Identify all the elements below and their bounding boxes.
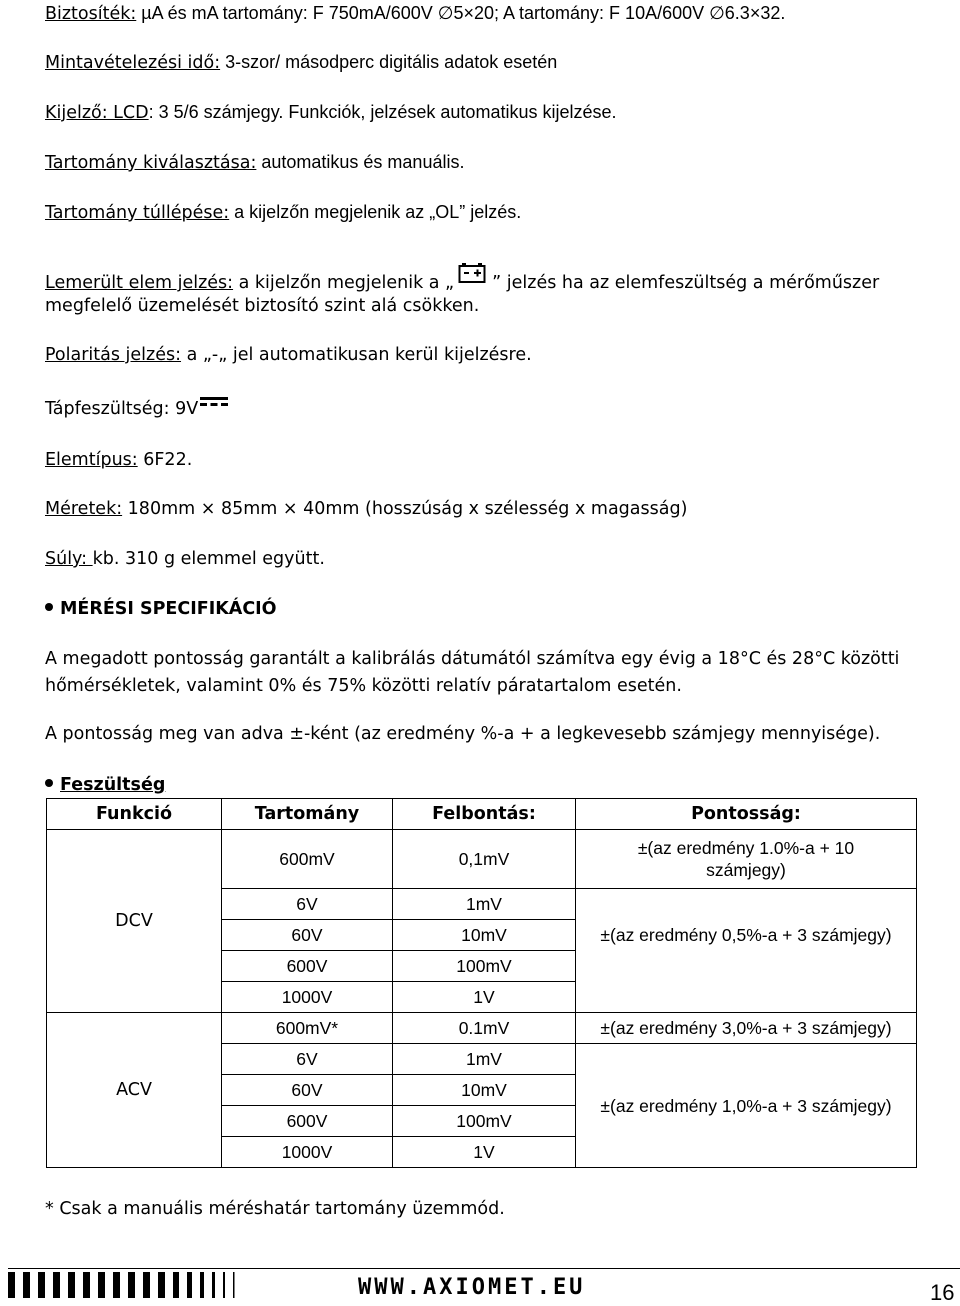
voltage-heading <box>45 774 165 796</box>
spec-value: kb. 310 g elemmel együtt. <box>92 549 325 569</box>
spec-value: a kijelzőn megjelenik a „ <box>233 273 455 293</box>
spec-value: automatikus és manuális. <box>256 152 465 172</box>
accuracy-cell <box>576 830 917 889</box>
resolution-cell: 10mV <box>393 1075 576 1106</box>
intro-text-line1: A megadott pontosság garantált a kalibrálás dátumától számítva egy évig a 18°C és 28°C közötti <box>45 649 900 669</box>
low-battery-icon <box>458 262 488 292</box>
range-cell: 1000V <box>222 1137 393 1168</box>
spec-label: Biztosíték: <box>45 4 137 24</box>
footnote: * Csak a manuális méréshatár tartomány üzemmód. <box>45 1199 505 1219</box>
barcode-stripes-icon <box>8 1270 308 1300</box>
resolution-cell: 1V <box>393 1137 576 1168</box>
spec-battery-type <box>45 449 192 471</box>
dc-symbol-icon <box>200 394 228 416</box>
spec-value: a kijelzőn megjelenik az „OL” jelzés. <box>229 202 522 222</box>
spec-weight <box>45 548 325 570</box>
resolution-cell: 100mV <box>393 951 576 982</box>
spec-polarity <box>45 344 532 366</box>
accuracy-cell: ±(az eredmény 3,0%-a + 3 számjegy) <box>576 1013 917 1044</box>
spec-label: Tartomány kiválasztása: <box>45 153 257 173</box>
spec-label: Mintavételezési idő: <box>45 53 221 73</box>
bullet-icon <box>45 779 53 787</box>
page-number: 16 <box>930 1280 955 1305</box>
spec-value: : 3 5/6 számjegy. Funkciók, jelzések automatikus kijelzése. <box>148 102 617 122</box>
spec-value: a „-„ jel automatikusan kerül kijelzésre. <box>181 345 532 365</box>
resolution-cell: 0.1mV <box>393 1013 576 1044</box>
table-header: Tartomány <box>222 799 393 830</box>
spec-power <box>45 398 228 420</box>
function-cell-acv: ACV <box>47 1013 222 1168</box>
range-cell: 600mV* <box>222 1013 393 1044</box>
bullet-icon <box>45 603 53 611</box>
spec-sampling <box>45 51 557 74</box>
voltage-title: Feszültség <box>60 775 166 795</box>
spec-low-battery <box>45 268 879 298</box>
range-cell: 6V <box>222 889 393 920</box>
accuracy-note: A pontosság meg van adva ±-ként (az eredmény %-a + a legkevesebb számjegy mennyisége). <box>45 724 881 744</box>
table-header-row <box>47 799 917 830</box>
accuracy-cell: ±(az eredmény 1,0%-a + 3 számjegy) <box>576 1044 917 1168</box>
range-cell: 6V <box>222 1044 393 1075</box>
spec-display <box>45 101 617 124</box>
resolution-cell: 1mV <box>393 1044 576 1075</box>
spec-fuse <box>45 2 785 25</box>
spec-low-battery-line2: megfelelő üzemelését biztosító szint alá csökken. <box>45 296 480 316</box>
accuracy-line: számjegy) <box>706 860 786 880</box>
spec-overrange <box>45 201 521 224</box>
spec-dimensions <box>45 498 687 520</box>
spec-value: ” jelzés ha az elemfeszültség a mérőműszer <box>492 273 880 293</box>
range-cell: 600V <box>222 1106 393 1137</box>
spec-value: 180mm × 85mm × 40mm (hosszúság x szélesség x magasság) <box>122 499 688 519</box>
spec-value: µA és mA tartomány: F 750mA/600V ∅5×20; A tartomány: F 10A/600V ∅6.3×32. <box>136 3 786 23</box>
range-cell: 600V <box>222 951 393 982</box>
spec-label: Súly: <box>45 549 93 569</box>
range-cell: 60V <box>222 1075 393 1106</box>
footer-url: WWW.AXIOMET.EU <box>358 1275 586 1300</box>
range-cell: 600mV <box>222 830 393 889</box>
table-header: Funkció <box>47 799 222 830</box>
section-heading <box>45 598 277 620</box>
spec-label: Méretek: <box>45 499 123 519</box>
resolution-cell: 1V <box>393 982 576 1013</box>
spec-value: 3-szor/ másodperc digitális adatok esetén <box>220 52 558 72</box>
resolution-cell: 0,1mV <box>393 830 576 889</box>
spec-label: Kijelző: LCD <box>45 103 149 123</box>
voltage-spec-table <box>46 798 917 1168</box>
spec-value: 6F22. <box>137 450 193 470</box>
footer-divider <box>8 1268 960 1269</box>
resolution-cell: 10mV <box>393 920 576 951</box>
spec-label: Tartomány túllépése: <box>45 203 230 223</box>
resolution-cell: 1mV <box>393 889 576 920</box>
table-header: Felbontás: <box>393 799 576 830</box>
table-row <box>47 830 917 889</box>
spec-label: Polaritás jelzés: <box>45 345 182 365</box>
spec-range-select <box>45 151 464 174</box>
table-row <box>47 1013 917 1044</box>
resolution-cell: 100mV <box>393 1106 576 1137</box>
spec-label: Lemerült elem jelzés: <box>45 273 234 293</box>
spec-label: Tápfeszültség: 9V <box>45 399 199 419</box>
intro-text-line2: hőmérsékletek, valamint 0% és 75% közötti relatív páratartalom esetén. <box>45 676 682 696</box>
range-cell: 60V <box>222 920 393 951</box>
spec-label: Elemtípus: <box>45 450 138 470</box>
accuracy-cell: ±(az eredmény 0,5%-a + 3 számjegy) <box>576 889 917 982</box>
accuracy-cell-empty <box>576 982 917 1013</box>
table-header: Pontosság: <box>576 799 917 830</box>
section-title: MÉRÉSI SPECIFIKÁCIÓ <box>60 599 277 619</box>
function-cell-dcv: DCV <box>47 830 222 1013</box>
accuracy-line: ±(az eredmény 1.0%-a + 10 <box>637 838 855 858</box>
range-cell: 1000V <box>222 982 393 1013</box>
